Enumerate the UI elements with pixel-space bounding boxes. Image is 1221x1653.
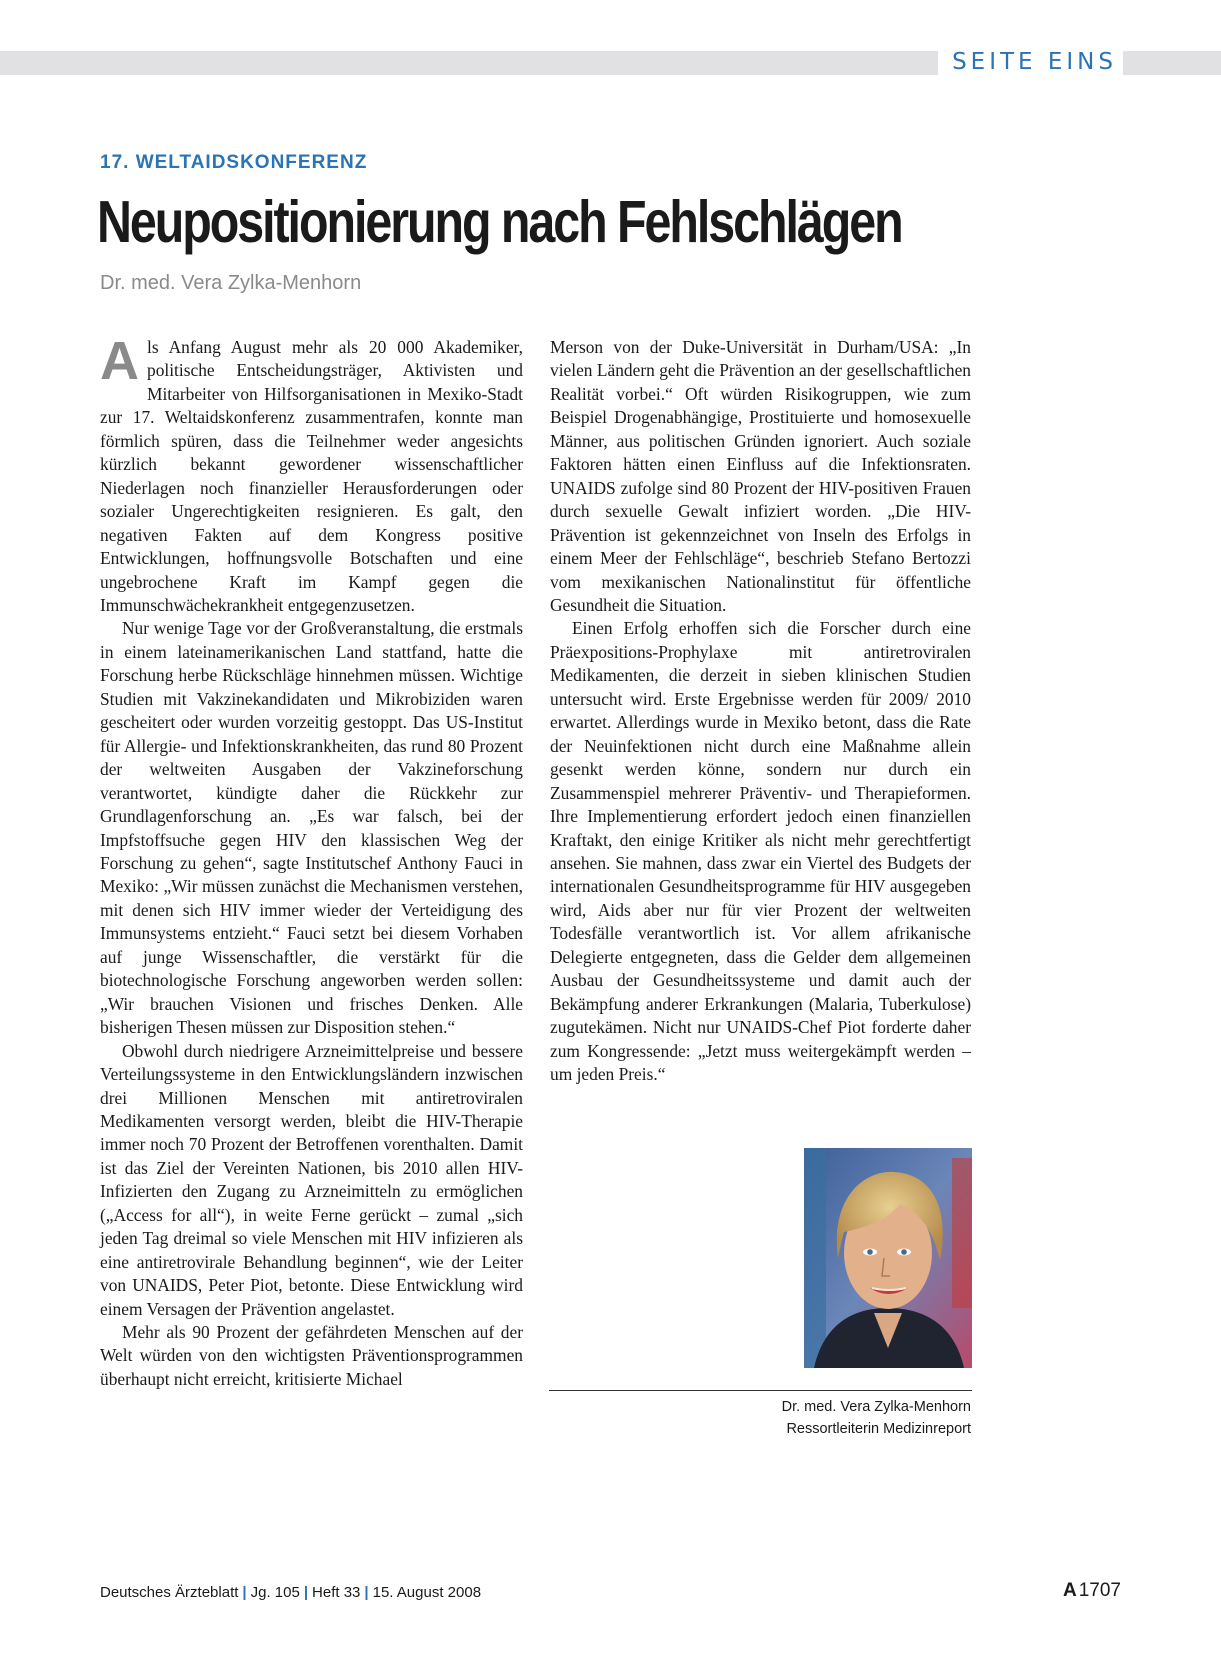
- drop-cap: A: [100, 331, 139, 391]
- page-prefix: A: [1062, 1580, 1077, 1601]
- separator: |: [364, 1584, 369, 1601]
- journal-name: Deutsches Ärzteblatt: [100, 1584, 239, 1601]
- author-caption: [782, 1396, 971, 1440]
- paragraph: [100, 331, 523, 617]
- footer-citation: [100, 1583, 481, 1603]
- separator: |: [242, 1584, 247, 1601]
- author-name: Dr. med. Vera Zylka-Menhorn: [781, 1399, 971, 1415]
- separator: |: [303, 1584, 309, 1601]
- author-photo: [804, 1148, 972, 1368]
- volume: Jg. 105: [250, 1584, 300, 1601]
- article-column-right: [550, 336, 971, 1087]
- paragraph: Einen Erfolg erhoffen sich die Forscher durch eine Präexpositions-Prophylaxe mit antiretroviralen Medikamenten, die derzeit in sieben klinischen Studien untersucht wird. Erste Ergebnisse werden für 2009/ 2010 erwartet. Allerdings wurde in Mexiko betont, dass die Rate der Neuinfektionen nicht durch eine Maßnahme allein gesenkt werden könne, sondern nur durch ein Zusammenspiel mehrerer Präventiv- und Therapieformen. Ihre Implementierung erfordert jedoch einen finanziellen Kraftakt, den einige Kritiker als nicht mehr gerechtfertigt ansehen. Sie mahnen, dass zwar ein Viertel des Budgets der internationalen Gesundheitsprogramme für HIV ausgegeben wird, Aids aber nur für vier Prozent der weltweiten Todesfälle verantwortlich ist. Vor allem afrikanische Delegierte entgegneten, dass die Gelder dem allgemeinen Ausbau der Gesundheitssysteme und damit auch der Bekämpfung anderer Erkrankungen (Malaria, Tuberkulose) zugutekämen. Nicht nur UNAIDS-Chef Piot forderte daher zum Kongressende: „Jetzt muss weitergekämpft werden – um jeden Preis.“: [550, 618, 971, 1085]
- article-headline: Neupositionierung nach Fehlschlägen: [97, 189, 902, 255]
- section-label: SEITE EINS: [938, 44, 1123, 80]
- paragraph-text: ls Anfang August mehr als 20 000 Akademiker, politische Entscheidungsträger, Aktivisten und Mitarbeiter von Hilfsorganisationen in Mexiko-Stadt zur 17. Weltaidskonferenz zusammentrafen, konnte man förmlich spüren, dass die Teilnehmer weder angesichts kürzlich bekannt gewordener wissenschaftlicher Niederlagen noch finanzieller Herausforderungen oder sozialer Ungerechtigkeiten resignieren. Es galt, den negativen Fakten auf dem Kongress positive Entwicklungen, hoffnungsvolle Botschaften und eine ungebrochene Kraft im Kampf gegen die Immunschwächekrankheit entgegenzusetzen.: [100, 337, 523, 615]
- paragraph: Nur wenige Tage vor der Großveranstaltung, die erstmals in einem lateinamerikanischen Land stattfand, hatte die Forschung herbe Rückschläge hinnehmen müssen. Wichtige Studien mit Vakzinekandidaten und Mikrobiziden waren gescheitert oder wurden vorzeitig gestoppt. Das US-Institut für Allergie- und Infektionskrankheiten, das rund 80 Prozent der weltweiten Ausgaben der Vakzineforschung verantwortet, kündigte daher die Rückkehr zur Grundlagenforschung an. „Es war falsch, bei der Impfstoffsuche gegen HIV den klassischen Weg der Forschung zu gehen“, sagte Institutschef Anthony Fauci in Mexiko: „Wir müssen zunächst die Mechanismen verstehen, mit denen sich HIV immer wieder der Verteidigung des Immunsystems entzieht.“ Fauci setzt bei diesem Vorhaben auf junge Wissenschaftler, die verstärkt für die biotechnologische Forschung angeworben werden sollen: „Wir brauchen Visionen und frisches Denken. Alle bisherigen Thesen müssen zur Disposition stehen.“: [100, 618, 523, 1038]
- article-byline: Dr. med. Vera Zylka-Menhorn: [100, 272, 362, 294]
- page-number: [1063, 1578, 1121, 1604]
- paragraph: Mehr als 90 Prozent der gefährdeten Menschen auf der Welt würden von den wichtigsten Präventionsprogrammen überhaupt nicht erreicht, kritisierte Michael: [100, 1322, 523, 1389]
- paragraph: Merson von der Duke-Universität in Durham/USA: „In vielen Ländern geht die Prävention an der gesellschaftlichen Realität vorbei.“ Oft würden Risikogruppen, wie zum Beispiel Drogenabhängige, Prostituierte und homosexuelle Männer, aus politischen Gründen ignoriert. Auch soziale Faktoren hätten einen Einfluss auf die Infektionsraten. UNAIDS zufolge sind 80 Prozent der HIV-positiven Frauen durch sexuelle Gewalt infiziert worden. „Die HIV-Prävention ist gekennzeichnet von Inseln des Erfolgs in einem Meer der Fehlschläge“, beschrieb Stefano Bertozzi vom mexikanischen Nationalinstitut für öffentliche Gesundheit die Situation.: [550, 337, 971, 615]
- issue: Heft 33: [312, 1584, 361, 1601]
- paragraph: Obwohl durch niedrigere Arzneimittelpreise und bessere Verteilungssysteme in den Entwicklungsländern inzwischen drei Millionen Menschen mit antiretroviralen Medikamenten versorgt werden, bleibt die HIV-Therapie immer noch 70 Prozent der Betroffenen vorenthalten. Damit ist das Ziel der Vereinten Nationen, bis 2010 allen HIV-Infizierten den Zugang zu Arzneimitteln zu ermöglichen („Access for all“), in weite Ferne gerückt – zumal „sich jeden Tag dreimal so viele Menschen mit HIV infizieren als eine antiretrovirale Behandlung beginnen“, wie der Leiter von UNAIDS, Peter Piot, betonte. Diese Entwicklung wird einem Versagen der Prävention angelastet.: [100, 1040, 523, 1319]
- page-number-value: 1707: [1078, 1580, 1121, 1601]
- article-column-left: [100, 331, 523, 1391]
- issue-date: 15. August 2008: [372, 1584, 482, 1601]
- article-kicker: 17. WELTAIDSKONFERENZ: [100, 152, 368, 173]
- author-role: Ressortleiterin Medizinreport: [786, 1421, 971, 1437]
- caption-divider: [549, 1390, 972, 1391]
